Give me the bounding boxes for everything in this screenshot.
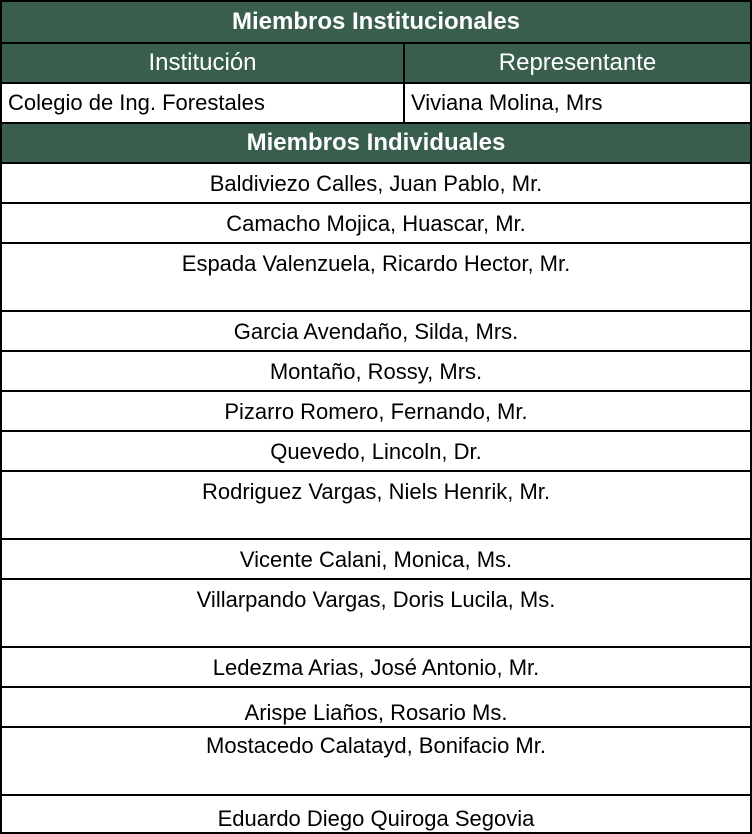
individual-members-header	[0, 122, 752, 162]
institutional-members-title: Miembros Institucionales	[231, 8, 521, 35]
member-row	[0, 538, 752, 578]
member-name: Arispe Liaños, Rosario Ms.	[244, 700, 508, 725]
member-row	[0, 242, 752, 310]
member-name: Eduardo Diego Quiroga Segovia	[217, 806, 535, 831]
member-name: Camacho Mojica, Huascar, Mr.	[226, 211, 526, 236]
institution-name: Colegio de Ing. Forestales	[2, 84, 405, 122]
member-name: Baldiviezo Calles, Juan Pablo, Mr.	[209, 171, 543, 196]
member-row	[0, 726, 752, 794]
member-row	[0, 578, 752, 646]
member-row	[0, 350, 752, 390]
member-row	[0, 202, 752, 242]
individual-members-title: Miembros Individuales	[246, 129, 506, 156]
member-name: Espada Valenzuela, Ricardo Hector, Mr.	[181, 251, 571, 276]
member-name: Garcia Avendaño, Silda, Mrs.	[233, 319, 519, 344]
member-row	[0, 686, 752, 726]
institution-representative: Viviana Molina, Mrs	[411, 90, 603, 115]
member-row	[0, 430, 752, 470]
member-name: Ledezma Arias, José Antonio, Mr.	[212, 655, 540, 680]
member-row	[0, 310, 752, 350]
member-name: Rodriguez Vargas, Niels Henrik, Mr.	[201, 479, 551, 504]
member-row	[0, 162, 752, 202]
member-name: Villarpando Vargas, Doris Lucila, Ms.	[196, 587, 556, 612]
member-row	[0, 390, 752, 430]
institutional-columns-header	[0, 42, 752, 82]
member-name: Mostacedo Calatayd, Bonifacio Mr.	[206, 733, 546, 758]
column-header-institution: Institución	[2, 44, 405, 82]
member-name: Montaño, Rossy, Mrs.	[269, 359, 483, 384]
member-row	[0, 470, 752, 538]
member-row	[0, 646, 752, 686]
member-row	[0, 794, 752, 834]
column-header-representative: Representante	[498, 49, 657, 76]
institutional-members-header	[0, 0, 752, 42]
member-name: Vicente Calani, Monica, Ms.	[239, 547, 513, 572]
member-name: Pizarro Romero, Fernando, Mr.	[224, 399, 528, 424]
institution-row	[0, 82, 752, 122]
member-name: Quevedo, Lincoln, Dr.	[270, 439, 482, 464]
